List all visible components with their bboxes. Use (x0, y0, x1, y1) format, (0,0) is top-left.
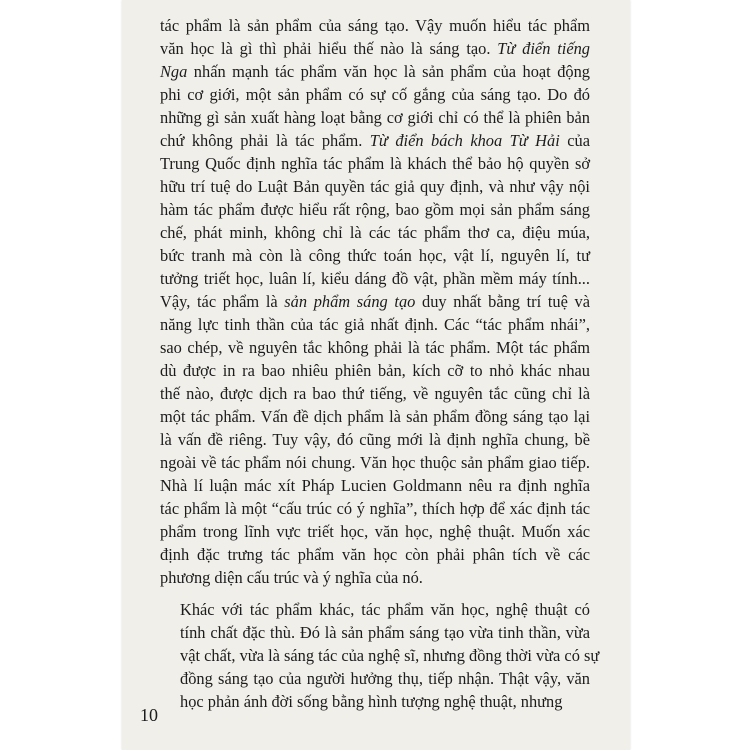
text-line: phi cơ giới, một sản phẩm có sự cố gắng của sáng tạo. Do đó (160, 85, 590, 104)
text-line: Nhà lí luận mác xít Pháp Lucien Goldmann nêu ra định nghĩa (160, 476, 590, 495)
text-line: Khác với tác phẩm khác, tác phẩm văn học, nghệ thuật có (180, 600, 590, 619)
text-line: tác phẩm là sản phẩm của sáng tạo. Vậy muốn hiểu tác phẩm (160, 16, 590, 35)
text-line: phẩm trong lĩnh vực triết học, văn học, nghệ thuật. Muốn xác (160, 522, 590, 541)
text-line: phương diện cấu trúc và ý nghĩa của nó. (160, 568, 423, 587)
book-page (122, 0, 630, 750)
text-line: chế, phát minh, không chỉ là các tác phẩm thơ ca, điệu múa, (160, 223, 590, 242)
text-line: tưởng triết học, luân lí, kiểu dáng đồ vật, phần mềm máy tính... (160, 269, 590, 288)
text-line: hữu trí tuệ do Luật Bản quyền tác giả quy định, và như vậy nội (160, 177, 590, 196)
text-line: thế nào, được dịch ra bao thứ tiếng, về nguyên tắc cũng chỉ là (160, 384, 590, 403)
paragraph (160, 598, 600, 713)
paragraph (160, 14, 590, 589)
text-line: tác phẩm là một “cấu trúc có ý nghĩa”, thích hợp để xác định tác (160, 499, 590, 518)
text-line: Nga nhấn mạnh tác phẩm văn học là sản phẩm của hoạt động (160, 62, 590, 81)
text-line: tính chất đặc thù. Đó là sản phẩm sáng tạo vừa tinh thần, vừa (180, 623, 590, 642)
text-line: vật chất, vừa là sáng tác của nghệ sĩ, nhưng đồng thời vừa có sự (180, 646, 600, 665)
text-line: năng lực tinh thần của tác giả nhất định. Các “tác phẩm nhái”, (160, 315, 590, 334)
text-line: bức tranh mà còn là công thức toán học, vật lí, nguyên lí, tư (160, 246, 590, 265)
page-number: 10 (140, 705, 158, 725)
text-line: hàm tác phẩm được hiểu rất rộng, bao gồm mọi sản phẩm sáng (160, 200, 590, 219)
text-line: sao chép, về nguyên tắc không phải là tác phẩm. Một tác phẩm (160, 338, 590, 357)
text-line: những gì sản xuất hàng loạt bằng cơ giới chỉ có thể là phiên bản (160, 108, 590, 127)
italic-title: Nga (160, 62, 188, 81)
text-line: là vấn đề riêng. Tuy vậy, đó cũng mới là định nghĩa chung, bề (160, 430, 590, 449)
text-line: đồng sáng tạo của người hưởng thụ, tiếp nhận. Thật vậy, văn (180, 669, 590, 688)
text-line: văn học là gì thì phải hiểu thế nào là sáng tạo. Từ điển tiếng (160, 39, 590, 58)
text-line: một tác phẩm. Vấn đề dịch phẩm là sản phẩm đồng sáng tạo lại (160, 407, 590, 426)
italic-title: sản phẩm sáng tạo (284, 292, 416, 311)
text-line: học phản ánh đời sống bằng hình tượng nghệ thuật, nhưng (180, 692, 563, 711)
text-line: định đặc trưng tác phẩm văn học còn phải phân tích về các (160, 545, 590, 564)
italic-title: Từ điển tiếng (497, 39, 590, 58)
body-text (160, 14, 600, 713)
text-line: Vậy, tác phẩm là sản phẩm sáng tạo duy nhất bằng trí tuệ và (160, 292, 590, 311)
text-line: chứ không phải là tác phẩm. Từ điển bách khoa Từ Hải của (160, 131, 590, 150)
text-line: Trung Quốc định nghĩa tác phẩm là khách thể bảo hộ quyền sở (160, 154, 590, 173)
italic-title: Từ điển bách khoa Từ Hải (369, 131, 560, 150)
text-line: ngoài về tác phẩm nói chung. Văn học thuộc sản phẩm giao tiếp. (160, 453, 590, 472)
text-line: dù được in ra bao nhiêu phiên bản, kích cỡ to nhỏ khác nhau (160, 361, 590, 380)
